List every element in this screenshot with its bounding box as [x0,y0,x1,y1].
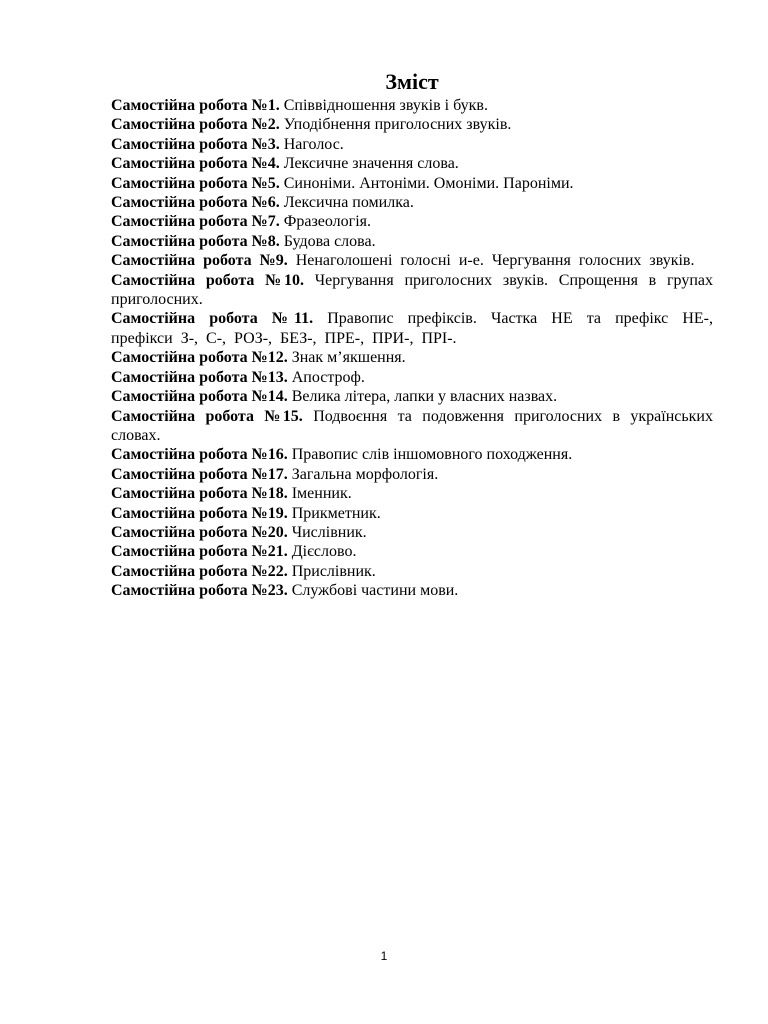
toc-entry-text: Синоніми. Антоніми. Омоніми. Пароніми. [283,174,574,192]
toc-entry-label: Самостійна робота №7. [111,213,280,231]
toc-entry-text: Фразеологія. [283,213,372,231]
toc-entry-label: Самостійна робота №17. [111,465,288,483]
toc-entry-text: Подвоєння та подовження приголосних в українських словах. [111,407,713,444]
toc-entry-14 [111,387,713,406]
toc-entry-label: Самостійна робота №18. [111,485,288,503]
toc-entry-text: Співвідношення звуків і букв. [283,97,488,114]
toc-entry-label: Самостійна робота №3. [111,135,280,153]
toc-entry-text: Дієслово. [291,543,357,561]
toc-entry-label: Самостійна робота №19. [111,504,288,522]
toc-entry-22 [111,562,713,581]
toc-entry-label: Самостійна робота №1. [111,97,280,114]
toc-entry-label: Самостійна робота №16. [111,446,288,464]
toc-entry-text: Службові частини мови. [291,582,459,600]
toc-entry-label: Самостійна робота №14. [111,388,288,406]
toc-entry-text: Правопис слів іншомовного походження. [291,446,573,464]
toc-entry-label: Самостійна робота №15. [111,407,303,425]
document-page [111,68,713,601]
toc-entry-text: Наголос. [283,135,344,153]
toc-entry-label: Самостійна робота №9. [111,252,288,270]
toc-entry-label: Самостійна робота №21. [111,543,288,561]
toc-entry-label: Самостійна робота №4. [111,155,280,173]
toc-entry-text: Правопис префіксів. Частка НЕ та префікс НЕ-, префікси З-, С-, РОЗ-, БЕЗ-, ПРЕ-, ПРИ-, ПРІ-. [111,310,714,347]
toc-entry-12 [111,348,713,367]
toc-entry-5 [111,174,713,193]
toc-entry-text: Ненаголошені голосні и-е. Чергування голосних звуків. [295,252,695,270]
page-title: Зміст [385,69,439,94]
table-of-contents [111,96,713,601]
toc-entry-label: Самостійна робота №6. [111,194,280,212]
toc-entry-text: Лексична помилка. [283,194,414,212]
toc-entry-text: Апостроф. [291,368,365,386]
toc-entry-text: Знак м’якшення. [291,349,406,367]
toc-entry-17 [111,465,713,484]
toc-entry-18 [111,484,713,503]
toc-entry-text: Прикметник. [291,504,381,522]
toc-entry-text: Загальна морфологія. [291,465,439,483]
toc-entry-label: Самостійна робота №2. [111,116,280,134]
toc-entry-3 [111,135,713,154]
toc-entry-4 [111,154,713,173]
toc-entry-label: Самостійна робота №20. [111,523,288,541]
toc-entry-6 [111,193,713,212]
toc-entry-label: Самостійна робота №22. [111,562,288,580]
toc-entry-11 [111,309,713,348]
toc-entry-7 [111,212,713,231]
toc-entry-9 [111,251,713,270]
toc-entry-label: Самостійна робота №23. [111,582,288,600]
toc-entry-10 [111,271,713,310]
toc-entry-19 [111,504,713,523]
toc-entry-13 [111,368,713,387]
toc-entry-text: Іменник. [291,485,352,503]
toc-entry-label: Самостійна робота №8. [111,232,280,250]
toc-entry-label: Самостійна робота №13. [111,368,288,386]
toc-entry-21 [111,542,713,561]
toc-entry-1 [111,96,713,115]
toc-entry-label: Самостійна робота №10. [111,271,304,289]
toc-entry-label: Самостійна робота №5. [111,174,280,192]
toc-entry-text: Чергування приголосних звуків. Спрощення в групах приголосних. [111,271,714,309]
toc-entry-23 [111,581,713,600]
toc-entry-20 [111,523,713,542]
toc-entry-text: Лексичне значення слова. [283,155,459,173]
toc-entry-text: Прислівник. [291,562,376,580]
page-number: 1 [380,949,388,963]
toc-entry-2 [111,115,713,134]
toc-entry-text: Уподібнення приголосних звуків. [283,116,512,134]
toc-entry-label: Самостійна робота №12. [111,349,288,367]
toc-entry-text: Будова слова. [283,232,376,250]
toc-entry-text: Числівник. [291,523,367,541]
toc-entry-16 [111,445,713,464]
toc-entry-8 [111,232,713,251]
toc-entry-text: Велика літера, лапки у власних назвах. [291,388,558,406]
toc-entry-15 [111,407,713,446]
toc-entry-label: Самостійна робота №11. [111,310,314,328]
